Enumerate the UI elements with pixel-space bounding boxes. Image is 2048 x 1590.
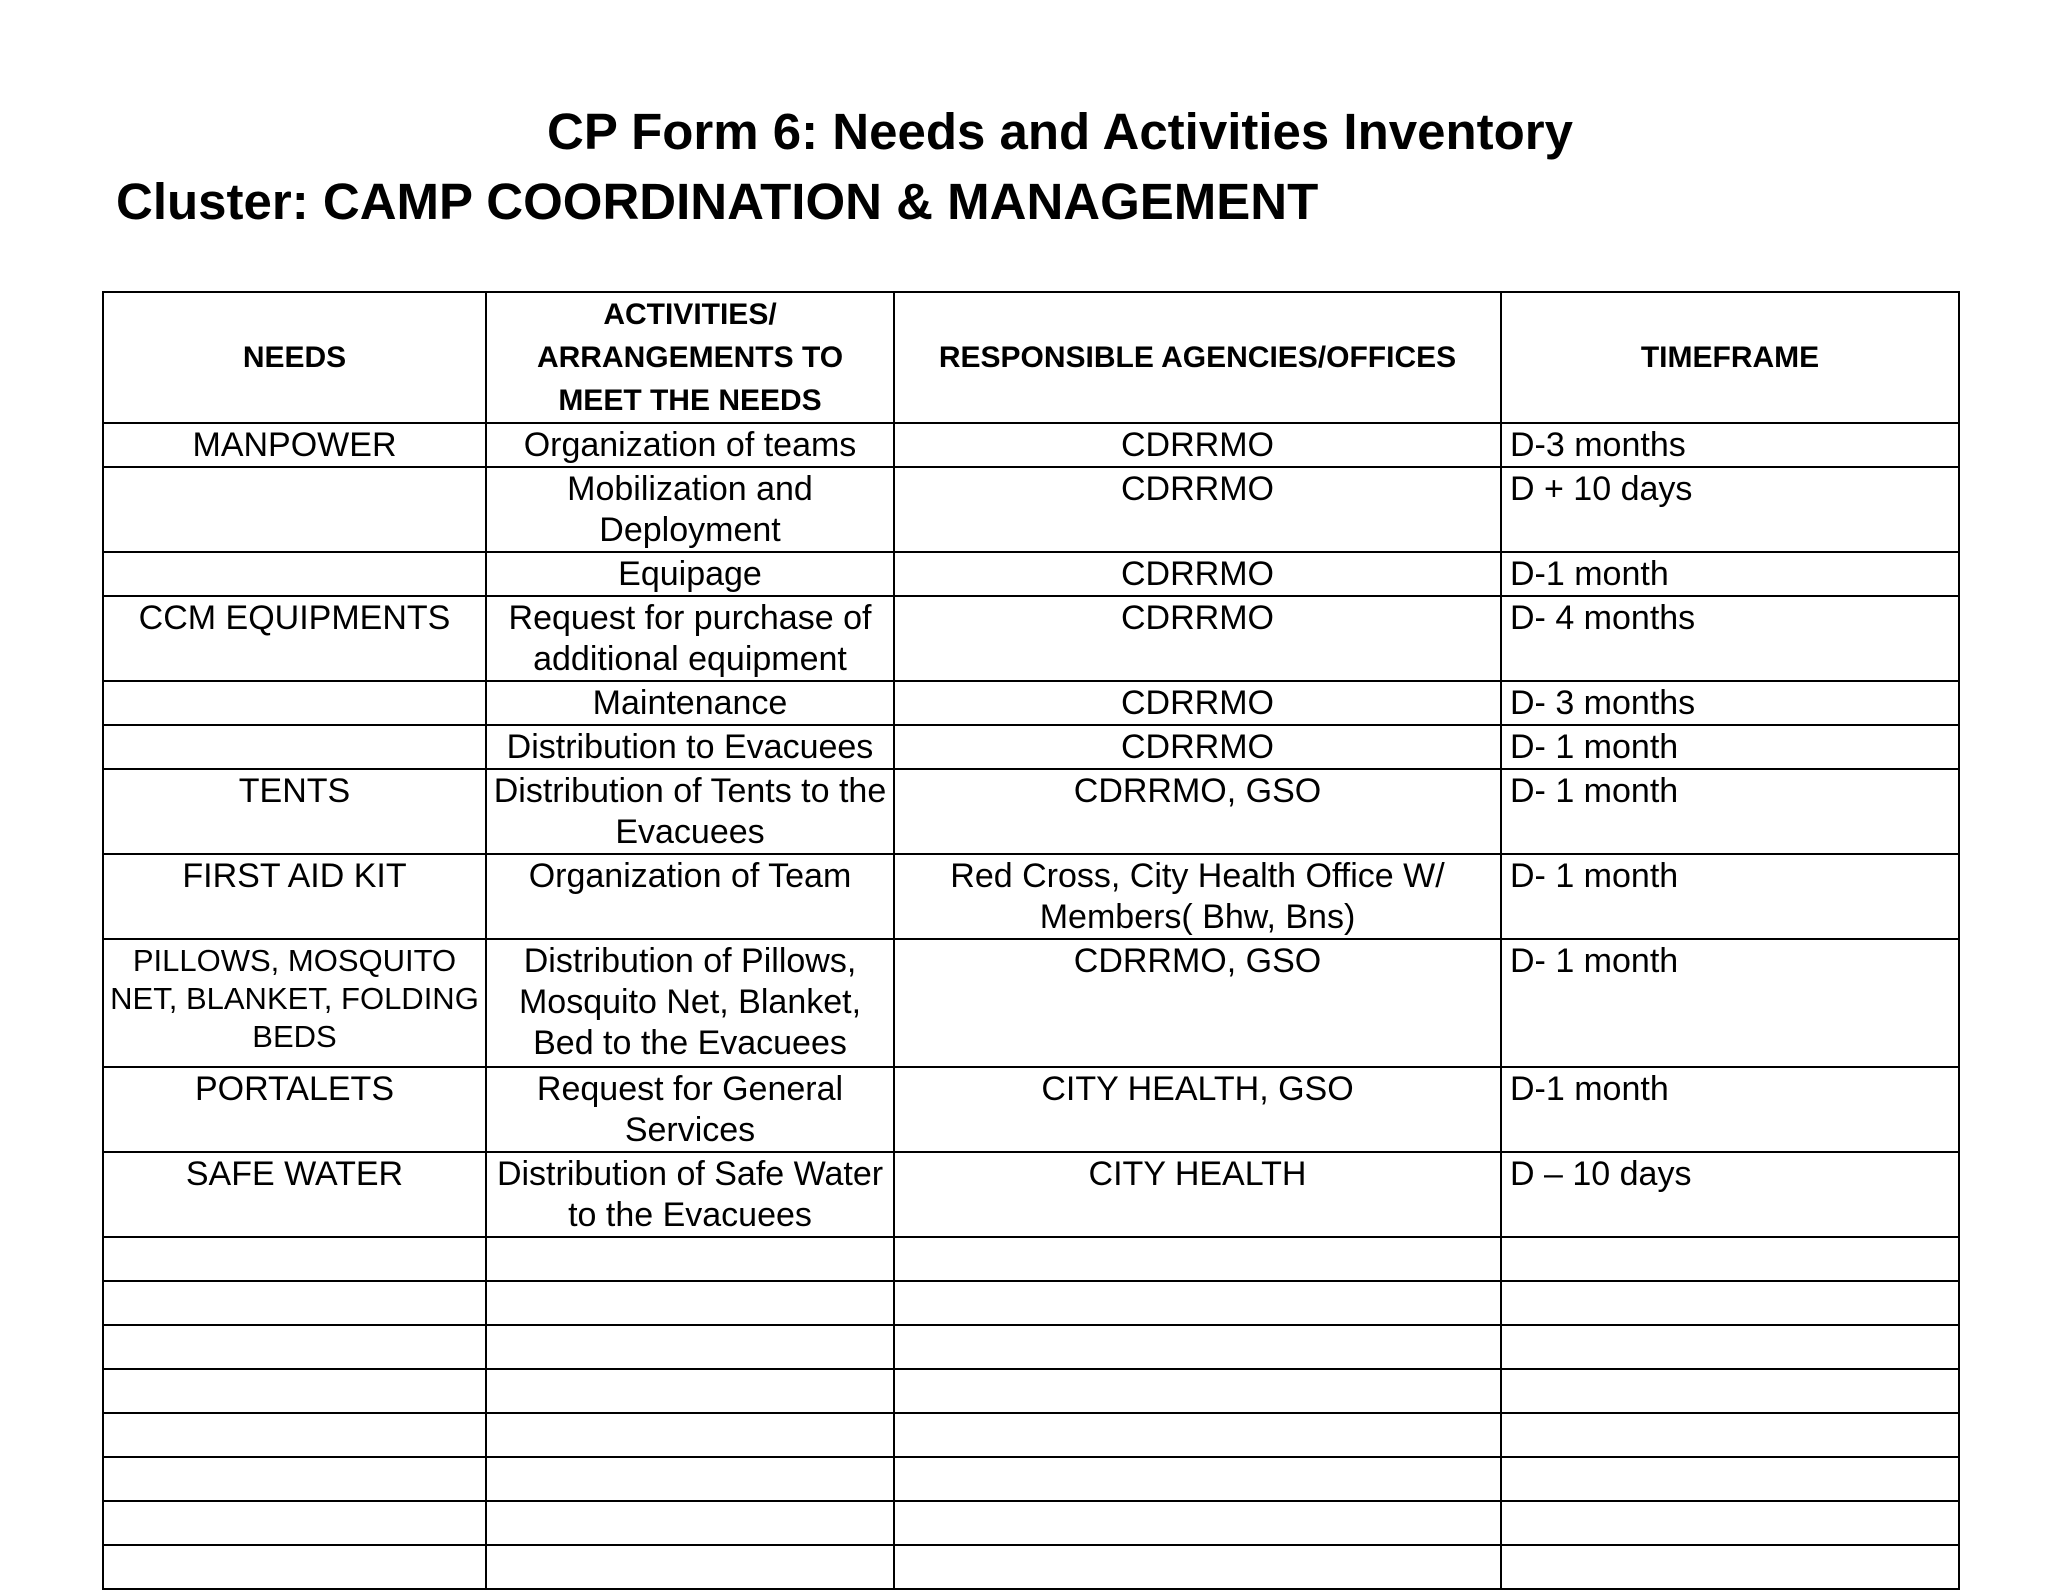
table-row [103, 552, 1959, 596]
timeframe-cell: D + 10 days [1501, 467, 1959, 552]
agency-cell: CDRRMO, GSO [894, 939, 1501, 1067]
timeframe-cell: D- 1 month [1501, 939, 1959, 1067]
activity-cell: Mobilization and Deployment [486, 467, 894, 552]
table-row [103, 769, 1959, 854]
empty-row [103, 1325, 1959, 1369]
needs-cell [103, 725, 486, 769]
activity-cell: Organization of Team [486, 854, 894, 939]
table-row [103, 596, 1959, 681]
needs-cell [103, 467, 486, 552]
agency-cell: CDRRMO [894, 467, 1501, 552]
cluster-heading: Cluster: CAMP COORDINATION & MANAGEMENT [116, 173, 1319, 230]
header-activities [486, 292, 894, 423]
empty-cell [894, 1281, 1501, 1325]
needs-cell: PORTALETS [103, 1067, 486, 1152]
empty-cell [1501, 1281, 1959, 1325]
activity-cell: Request for General Services [486, 1067, 894, 1152]
empty-cell [486, 1501, 894, 1545]
timeframe-cell: D – 10 days [1501, 1152, 1959, 1237]
empty-cell [103, 1369, 486, 1413]
timeframe-cell: D- 1 month [1501, 769, 1959, 854]
activity-cell: Distribution of Tents to the Evacuees [486, 769, 894, 854]
empty-cell [103, 1545, 486, 1589]
timeframe-cell: D- 4 months [1501, 596, 1959, 681]
timeframe-cell: D- 3 months [1501, 681, 1959, 725]
header-timeframe: TIMEFRAME [1501, 292, 1959, 423]
empty-cell [486, 1413, 894, 1457]
header-needs: NEEDS [103, 292, 486, 423]
empty-cell [103, 1457, 486, 1501]
activity-cell: Organization of teams [486, 423, 894, 467]
needs-cell: TENTS [103, 769, 486, 854]
empty-row [103, 1413, 1959, 1457]
timeframe-cell: D-1 month [1501, 552, 1959, 596]
empty-cell [1501, 1237, 1959, 1281]
empty-cell [486, 1237, 894, 1281]
empty-cell [1501, 1325, 1959, 1369]
empty-row [103, 1281, 1959, 1325]
activity-cell: Maintenance [486, 681, 894, 725]
activity-cell: Equipage [486, 552, 894, 596]
empty-cell [486, 1325, 894, 1369]
needs-cell [103, 681, 486, 725]
agency-cell: CDRRMO [894, 681, 1501, 725]
empty-cell [1501, 1413, 1959, 1457]
activity-cell: Distribution of Safe Water to the Evacuees [486, 1152, 894, 1237]
empty-row [103, 1369, 1959, 1413]
agency-cell: CDRRMO [894, 596, 1501, 681]
form-title: CP Form 6: Needs and Activities Inventory [547, 103, 1573, 160]
empty-cell [894, 1501, 1501, 1545]
empty-cell [1501, 1369, 1959, 1413]
table-header-row [103, 292, 1959, 423]
header-agencies: RESPONSIBLE AGENCIES/OFFICES [894, 292, 1501, 423]
needs-cell: CCM EQUIPMENTS [103, 596, 486, 681]
timeframe-cell: D-1 month [1501, 1067, 1959, 1152]
empty-row [103, 1457, 1959, 1501]
table-row [103, 1152, 1959, 1237]
empty-cell [894, 1457, 1501, 1501]
agency-cell: CDRRMO [894, 725, 1501, 769]
empty-row [103, 1545, 1959, 1589]
needs-cell [103, 552, 486, 596]
table-row [103, 423, 1959, 467]
table-row [103, 1067, 1959, 1152]
empty-cell [103, 1413, 486, 1457]
empty-row [103, 1237, 1959, 1281]
needs-cell: MANPOWER [103, 423, 486, 467]
agency-cell: CDRRMO [894, 423, 1501, 467]
empty-cell [1501, 1501, 1959, 1545]
needs-activities-table [102, 291, 1960, 1590]
empty-cell [486, 1545, 894, 1589]
empty-cell [894, 1369, 1501, 1413]
empty-cell [103, 1501, 486, 1545]
empty-cell [894, 1237, 1501, 1281]
activity-cell: Distribution of Pillows, Mosquito Net, Blanket, Bed to the Evacuees [486, 939, 894, 1067]
agency-cell: CITY HEALTH [894, 1152, 1501, 1237]
empty-cell [1501, 1457, 1959, 1501]
activity-cell: Request for purchase of additional equipment [486, 596, 894, 681]
table-row [103, 681, 1959, 725]
table-row [103, 939, 1959, 1067]
needs-cell: FIRST AID KIT [103, 854, 486, 939]
agency-cell: CDRRMO, GSO [894, 769, 1501, 854]
empty-row [103, 1501, 1959, 1545]
header-activities-line2: ARRANGEMENTS TO [536, 341, 844, 374]
empty-cell [486, 1457, 894, 1501]
needs-cell: SAFE WATER [103, 1152, 486, 1237]
empty-cell [103, 1325, 486, 1369]
table-row [103, 854, 1959, 939]
empty-cell [486, 1281, 894, 1325]
timeframe-cell: D-3 months [1501, 423, 1959, 467]
empty-cell [894, 1413, 1501, 1457]
agency-cell: Red Cross, City Health Office W/ Members( Bhw, Bns) [894, 854, 1501, 939]
empty-cell [894, 1325, 1501, 1369]
empty-cell [894, 1545, 1501, 1589]
agency-cell: CDRRMO [894, 552, 1501, 596]
timeframe-cell: D- 1 month [1501, 725, 1959, 769]
timeframe-cell: D- 1 month [1501, 854, 1959, 939]
empty-cell [103, 1281, 486, 1325]
header-activities-line1: ACTIVITIES/ [603, 298, 777, 331]
header-activities-line3: MEET THE NEEDS [558, 384, 822, 417]
table-row [103, 725, 1959, 769]
empty-cell [1501, 1545, 1959, 1589]
table-row [103, 467, 1959, 552]
needs-cell: PILLOWS, MOSQUITO NET, BLANKET, FOLDING BEDS [103, 939, 486, 1067]
activity-cell: Distribution to Evacuees [486, 725, 894, 769]
empty-cell [486, 1369, 894, 1413]
agency-cell: CITY HEALTH, GSO [894, 1067, 1501, 1152]
empty-cell [103, 1237, 486, 1281]
